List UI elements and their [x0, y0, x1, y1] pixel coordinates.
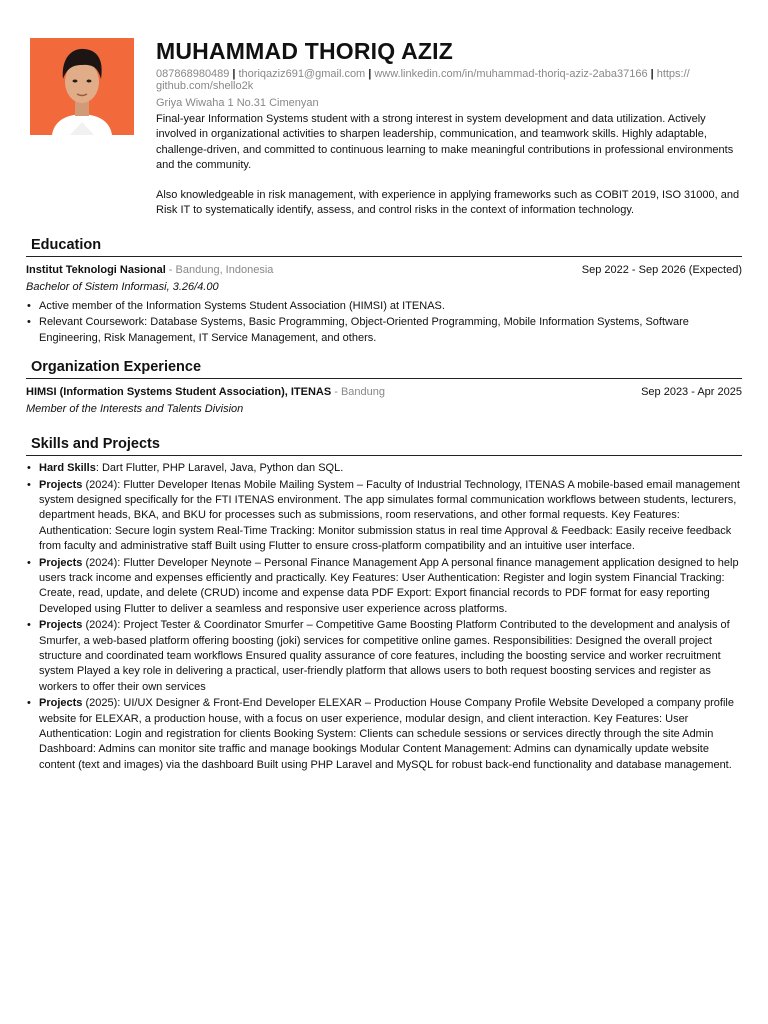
- organization-role: Member of the Interests and Talents Division: [26, 403, 244, 416]
- education-header-row: [26, 263, 742, 278]
- item-label: Hard Skills: [39, 462, 96, 474]
- organization-location: - Bandung: [331, 386, 386, 398]
- separator: |: [232, 68, 236, 80]
- list-item: • Active member of the Information Systems Student Association (HIMSI) at ITENAS.: [39, 299, 742, 314]
- item-label: Projects: [39, 697, 83, 710]
- list-item: [39, 696, 742, 772]
- skills-list: [26, 461, 742, 773]
- institution-name: Institut Teknologi Nasional: [26, 264, 166, 276]
- linkedin-link[interactable]: www.linkedin.com/in/muhammad-thoriq-aziz-2aba37166: [374, 68, 648, 80]
- email-link[interactable]: thoriqaziz691@gmail.com: [238, 68, 366, 80]
- summary-paragraph: Also knowledgeable in risk management, with experience in applying frameworks such as COBIT 2019, ISO 31000, and Risk IT to systematically identify, assess, and control risks in the context of information technology.: [156, 189, 740, 217]
- education-section: [26, 236, 742, 347]
- item-text: (2024): Flutter Developer Neynote – Personal Finance Management App A personal finance management application designed to help users track income and expenses efficiently and practically. Key Features: User Authentication: Register and login system Financial Tracking: Create, read, update, and delete (CRUD) income and expense data PDF Export: Export financial records to PDF format for easy reporting Developed using Flutter to deliver a seamless and responsive user experience across platforms.: [39, 556, 739, 615]
- organization-header-row: [26, 385, 742, 400]
- organization-dates: Sep 2023 - Apr 2025: [641, 386, 742, 398]
- section-title: Organization Experience: [31, 359, 202, 375]
- section-divider: [26, 455, 742, 456]
- summary-paragraph: Final-year Information Systems student with a strong interest in system development and data utilization. Actively involved in organizational activities to sharpen leadership, communication, and teamwork skills. Highly adaptable, challenge-driven, and committed to continuous learning to make meaningful contributions in professional environments and the community.: [156, 113, 734, 171]
- skills-section: [26, 435, 742, 774]
- item-text: : Dart Flutter, PHP Laravel, Java, Python dan SQL.: [95, 462, 344, 474]
- phone-number: 087868980489: [156, 68, 230, 80]
- item-label: Projects: [39, 619, 83, 632]
- education-bullets: [26, 299, 742, 346]
- item-text: (2024): Project Tester & Coordinator Smurfer – Competitive Game Boosting Platform Contributed to the development and analysis of Smurfer, a web-based platform offering boosting (joki) services for competitive online games. Responsibilities: Designed the overall project structure and coordinated team workflows Ensured quality assurance of core features, including the boosting service and worker recruitment system Played a key role in delivering a practical, user-friendly platform that allows users to both request boosting services and register as workers to offer their own services: [39, 619, 730, 693]
- list-item: [39, 618, 742, 694]
- education-dates: Sep 2022 - Sep 2026 (Expected): [581, 264, 742, 276]
- institution-location: - Bandung, Indonesia: [165, 264, 274, 276]
- summary: [156, 112, 742, 219]
- contact-line: [156, 68, 742, 92]
- address: Griya Wiwaha 1 No.31 Cimenyan: [156, 97, 319, 109]
- list-item: • Relevant Coursework: Database Systems, Basic Programming, Object-Oriented Programming, Mobile Information Systems, Software Engineering, Risk Management, IT Service Management, and others.: [39, 315, 742, 346]
- list-item: [39, 556, 742, 617]
- github-link[interactable]: https:// github.com/shello2k: [156, 68, 690, 92]
- section-divider: [26, 378, 742, 379]
- degree: Bachelor of Sistem Informasi, 3.26/4.00: [26, 281, 219, 294]
- profile-photo: [30, 38, 134, 135]
- section-title: Education: [31, 237, 102, 253]
- list-item: [39, 478, 742, 554]
- separator: |: [650, 68, 654, 80]
- separator: |: [368, 68, 372, 80]
- list-item: [39, 461, 742, 476]
- item-text: (2025): UI/UX Designer & Front-End Developer ELEXAR – Production House Company Profile Website Developed a company profile website for ELEXAR, a production house, with a focus on user experience, modular design, and client interaction. Key Features: User Authentication: Login and registration for clients Booking System: Clients can schedule sessions or services directly through the site Admin Dashboard: Admins can monitor site traffic and manage bookings Modular Content Management: Admins can dynamically update website content (text and images) via the dashboard Built using PHP Laravel and MySQL for robust back-end functionality and database management.: [39, 697, 734, 771]
- item-label: Projects: [39, 478, 83, 491]
- section-title: Skills and Projects: [31, 436, 160, 452]
- portrait-image: [30, 38, 134, 135]
- candidate-name: MUHAMMAD THORIQ AZIZ: [156, 38, 453, 64]
- item-label: Projects: [39, 556, 83, 569]
- section-divider: [26, 256, 742, 257]
- organization-section: [26, 358, 742, 418]
- item-text: (2024): Flutter Developer Itenas Mobile Mailing System – Faculty of Industrial Technology, ITENAS A mobile-based email management system designed specifically for the FTI ITENAS environment. The app simulates formal communication workflows between students, lecturers, department heads, BKA, and BKU for processes such as submissions, room reservations, and other formal requests. Key Features: Authentication: Secure login system Real-Time Tracking: Monitor submission status in real time Approval & Feedback: Easily receive feedback from faculty and administrative staff Built using Flutter to ensure cross-platform compatibility and an intuitive user interface.: [39, 478, 740, 552]
- organization-name: HIMSI (Information Systems Student Association), ITENAS: [26, 386, 332, 398]
